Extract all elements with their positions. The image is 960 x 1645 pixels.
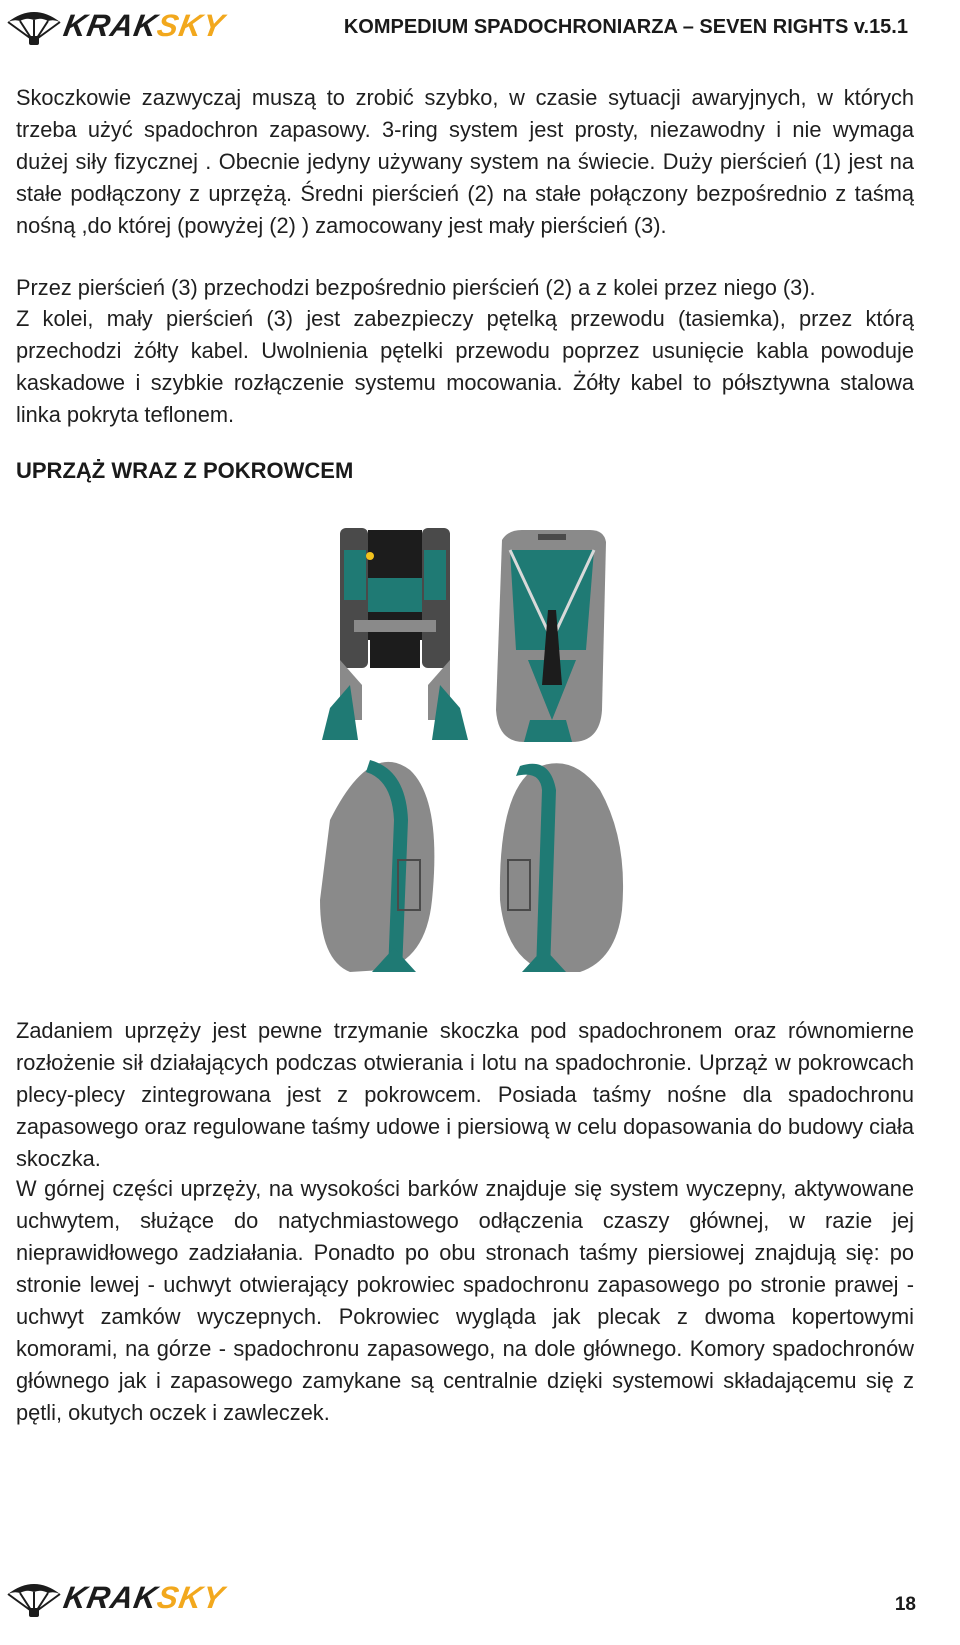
logo-text-sky: SKY — [154, 1580, 228, 1615]
krakky-logo — [6, 6, 228, 46]
paragraph-three-ring-intro: Skoczkowie zazwyczaj muszą to zrobić szybko, w czasie sytuacji awaryjnych, w których trzeba użyć spadochron zapasowy. 3-ring system jest prosty, niezawodny i nie wymaga dużej siły fizycznej . Obecnie jedyny używany system na świecie. Duży pierścień (1) jest na stałe podłączony z uprzężą. Średni pierścień (2) na stałe połączony bezpośrednio z taśmą nośną ,do której (powyżej (2) ) zamocowany jest mały pierścień (3). — [16, 85, 914, 238]
paragraph-three-ring-cable: Z kolei, mały pierścień (3) jest zabezpieczy pętelką przewodu (tasiemka), przez którą przechodzi żółty kabel. Uwolnienia pętelki przewodu poprzez usunięcie kabla powoduje kaskadowe i szybkie rozłączenie systemu mocowania. Żółty kabel to półsztywna stalowa linka pokryta teflonem. — [16, 306, 914, 427]
document-title: KOMPEDIUM SPADOCHRONIARZA – SEVEN RIGHTS v.15.1 — [343, 16, 908, 38]
page-header — [0, 0, 960, 60]
harness-front-view — [322, 528, 468, 740]
paragraph-harness-release-system: W górnej części uprzęży, na wysokości barków znajduje się system wyczepny, aktywowane uchwytem, służące do natychmiastowego odłączenia czaszy głównej, w razie jej nieprawidłowego zadziałania. Ponadto po obu stronach taśmy piersiowej znajdują się: po stronie lewej - uchwyt otwierający pokrowiec spadochronu zapasowego po stronie prawej - uchwyt zamków wyczepnych. Pokrowiec wygląda jak plecak z dwoma kopertowymi komorami, na górze - spadochronu zapasowego, na dole głównego. Komory spadochronów głównego jak i zapasowego zamykane są centralnie dzięki systemowi składającemu się z pętli, okutych oczek i zawleczek. — [16, 1176, 914, 1425]
parachute-logo-icon — [6, 6, 62, 46]
section-heading-harness: UPRZĄŻ WRAZ Z POKROWCEM — [16, 458, 354, 483]
harness-container-illustration — [310, 520, 650, 990]
logo-text-krak: KRAK — [61, 8, 161, 43]
container-side-view-left — [320, 760, 434, 972]
logo-text-sky: SKY — [154, 8, 228, 43]
container-back-view — [496, 530, 606, 742]
logo-text-krak: KRAK — [61, 1580, 161, 1615]
parachute-logo-icon — [6, 1578, 62, 1618]
paragraph-harness-purpose: Zadaniem uprzęży jest pewne trzymanie skoczka pod spadochronem oraz równomierne rozłożenie sił działających podczas otwierania i lotu na spadochronie. Uprząż w pokrowcach plecy-plecy zintegrowana jest z pokrowcem. Posiada taśmy nośne dla spadochronu zapasowego oraz regulowane taśmy udowe i piersiową w celu dopasowania do budowy ciała skoczka. — [16, 1018, 914, 1171]
page-number: 18 — [894, 1594, 916, 1615]
container-side-view-right — [500, 763, 623, 972]
paragraph-three-ring-routing: Przez pierścień (3) przechodzi bezpośrednio pierścień (2) a z kolei przez niego (3). — [16, 275, 816, 300]
krakky-logo-footer — [6, 1578, 228, 1618]
